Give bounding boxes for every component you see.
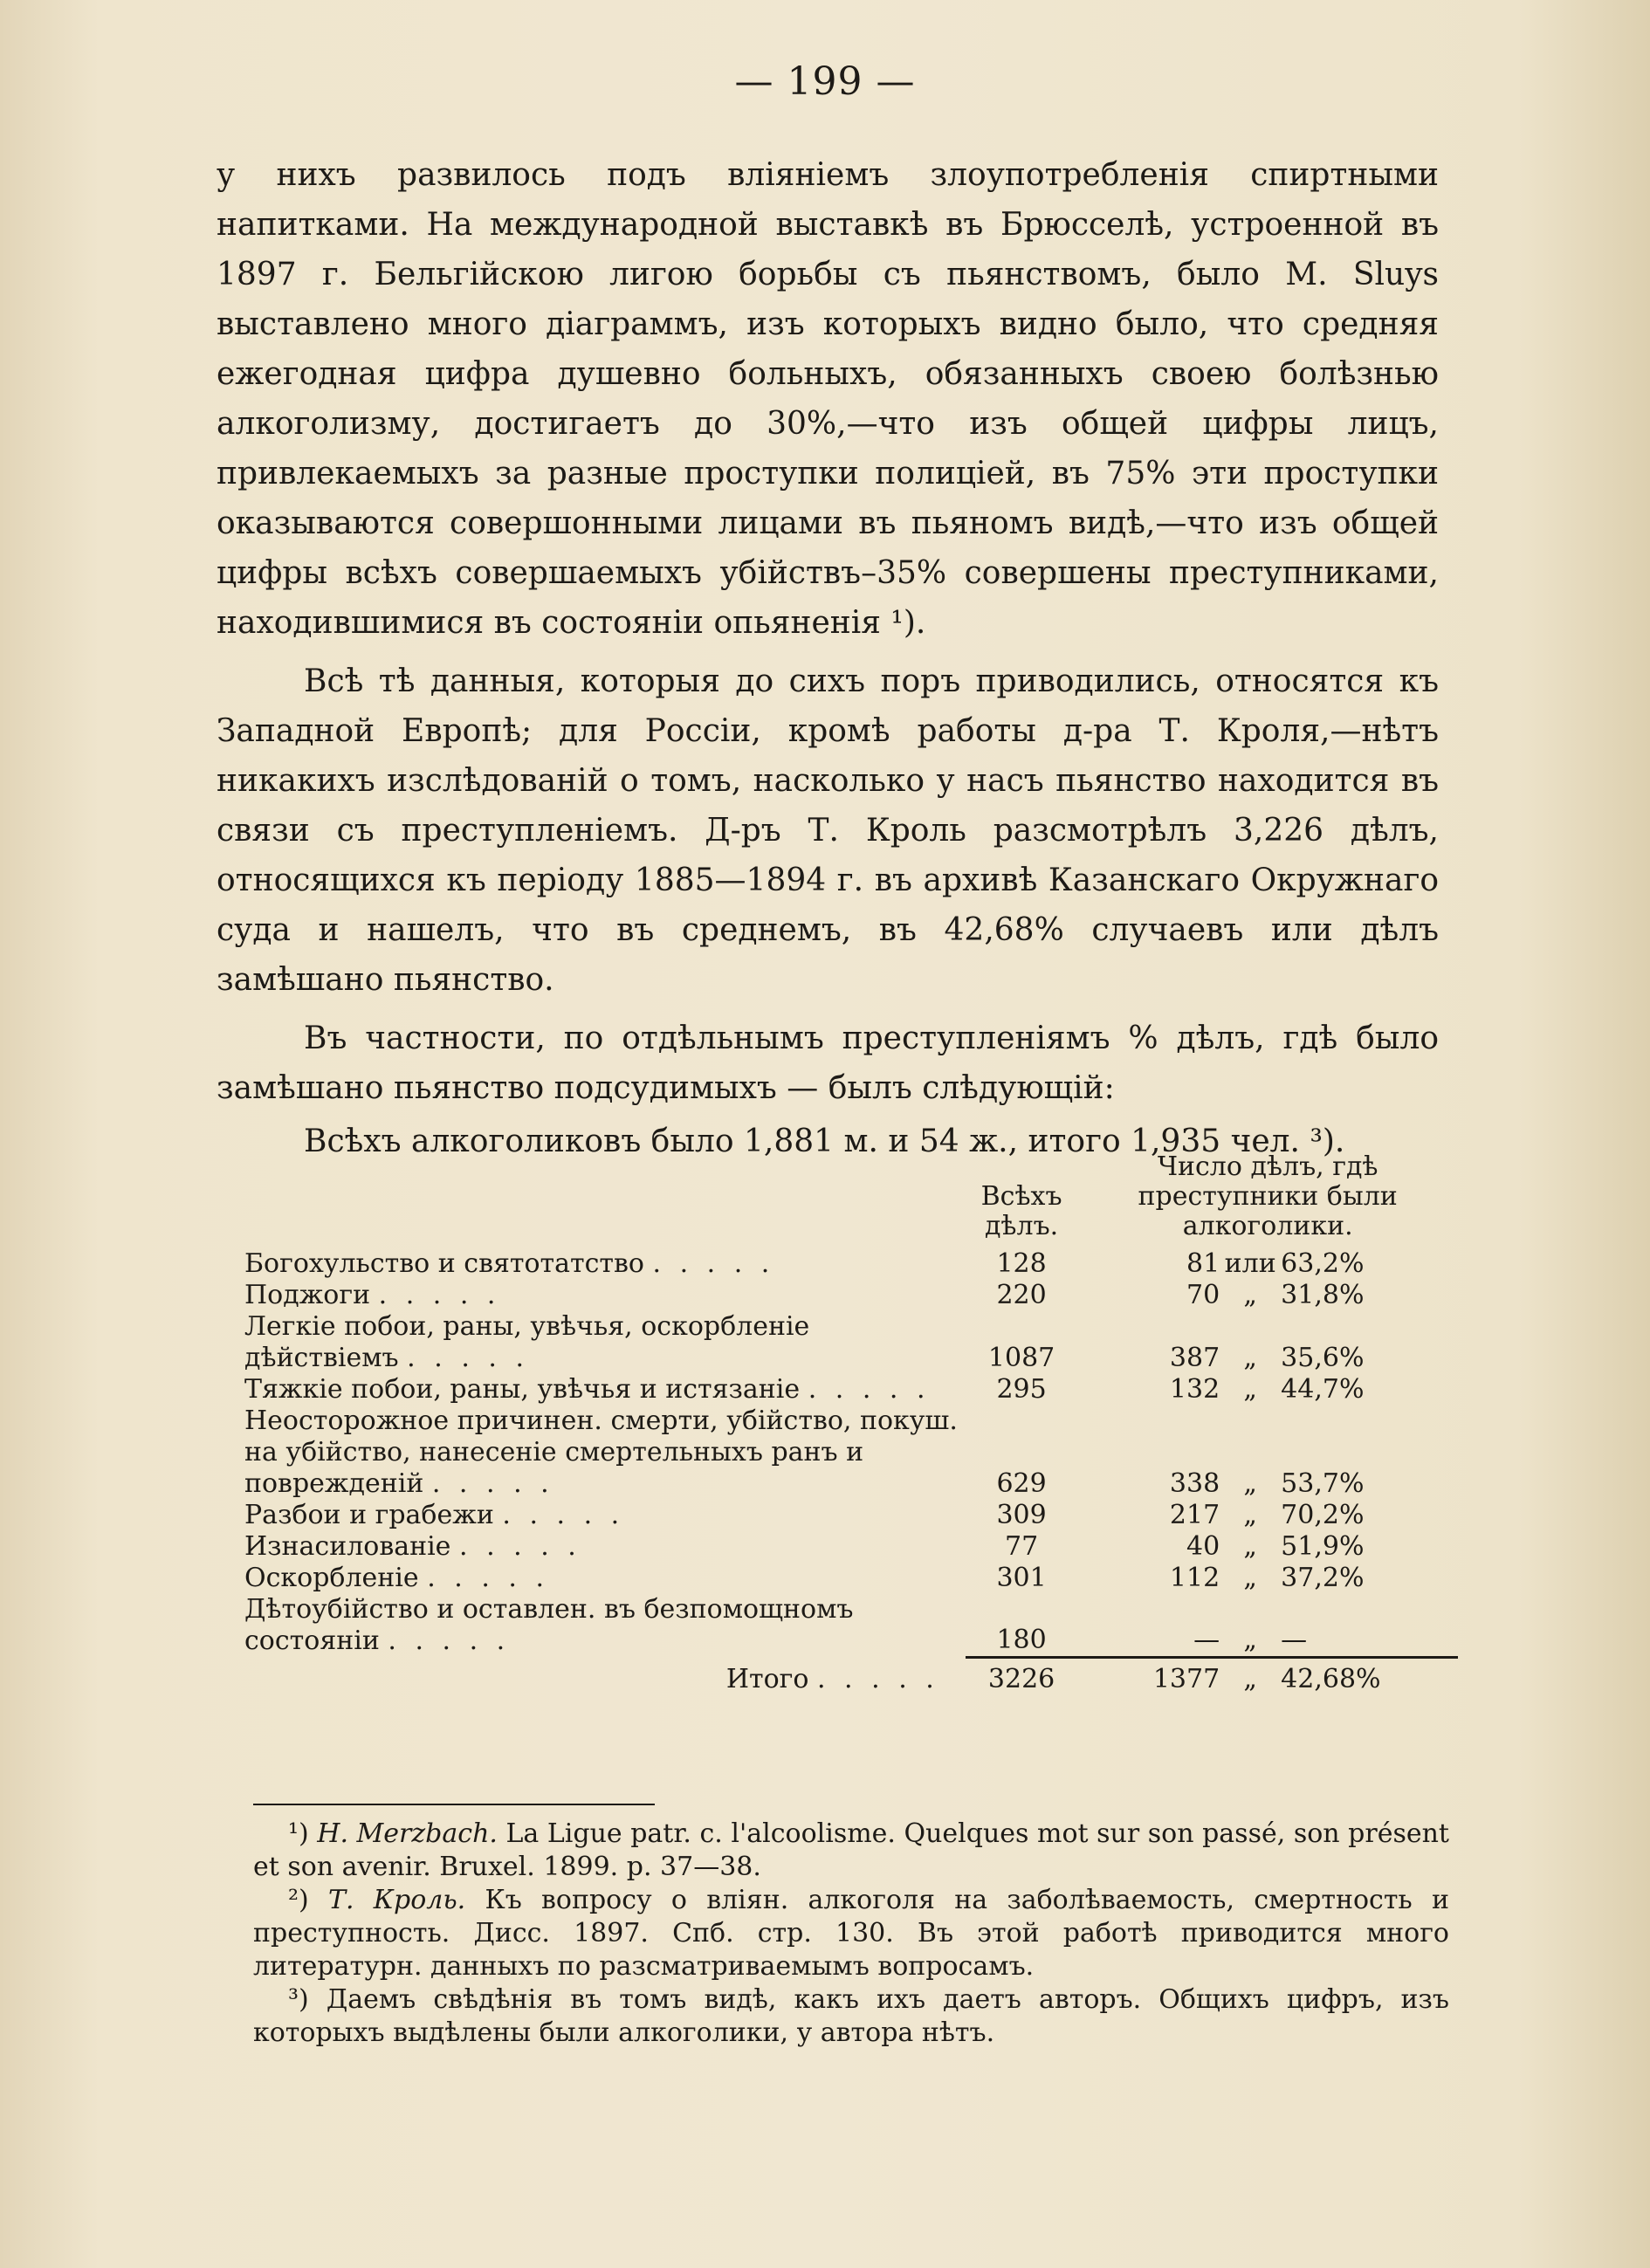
dot-leader: . . . . . (378, 1280, 501, 1310)
alcoholic-cases (1077, 1248, 1458, 1280)
crime-label: Итого (725, 1663, 809, 1694)
total-cases (966, 1531, 1078, 1563)
footnote-mark: ²) (288, 1885, 309, 1915)
footnote-1 (253, 1818, 1449, 1884)
alcoholic-cases (1077, 1405, 1458, 1500)
footnote-2 (253, 1884, 1449, 1983)
total-value: 180 (996, 1624, 1047, 1655)
alcoholic-percent: 53,7% (1281, 1468, 1365, 1499)
separator: „ (1243, 1343, 1257, 1373)
alcoholic-cases (1077, 1311, 1458, 1374)
table-row (244, 1563, 1458, 1594)
alcoholic-cases (1077, 1500, 1458, 1531)
crime-table (244, 1152, 1458, 1695)
crime-label: Поджоги (244, 1280, 371, 1310)
table-row (244, 1594, 1458, 1657)
alcoholic-count: 387 (1169, 1343, 1220, 1373)
alcoholic-percent: 51,9% (1281, 1531, 1365, 1562)
crime-name (244, 1657, 966, 1695)
alcoholic-count: 338 (1169, 1468, 1220, 1499)
dot-leader: . . . . . (459, 1531, 581, 1562)
total-value: 629 (996, 1468, 1047, 1499)
total-value: 3226 (987, 1663, 1055, 1694)
page-number: — 199 — (734, 59, 916, 104)
separator: „ (1243, 1468, 1257, 1499)
total-cases (966, 1500, 1078, 1531)
alcoholic-percent: 42,68% (1281, 1663, 1381, 1694)
total-value: 77 (1004, 1531, 1039, 1562)
separator: или (1224, 1248, 1276, 1279)
dot-leader: . . . . . (502, 1500, 625, 1530)
crime-name (244, 1594, 966, 1657)
alcoholic-cases (1077, 1531, 1458, 1563)
table-row (244, 1280, 1458, 1311)
header-alcoholics: Число дѣлъ, гдѣ преступники были алкоголики. (1138, 1151, 1398, 1241)
crime-label: Дѣтоубійство и оставлен. въ безпомощномъ состояніи (244, 1594, 854, 1656)
separator: „ (1243, 1563, 1257, 1593)
header-crime (244, 1152, 966, 1248)
footnote-mark: ³) (288, 1984, 309, 2015)
footnote-rule (253, 1804, 655, 1805)
crime-name (244, 1311, 966, 1374)
alcoholic-cases (1077, 1280, 1458, 1311)
separator: „ (1243, 1663, 1257, 1694)
total-cases (966, 1594, 1078, 1657)
crime-label: Легкіе побои, раны, увѣчья, оскорбленіе дѣйствіемъ (244, 1311, 810, 1373)
alcoholic-count: 81 (1186, 1248, 1220, 1279)
table-row (244, 1405, 1458, 1500)
dot-leader: . . . . . (431, 1468, 554, 1499)
footnotes (253, 1818, 1449, 2050)
dot-leader: . . . . . (427, 1563, 550, 1593)
footnote-3 (253, 1983, 1449, 2050)
footnote-text: Даемъ свѣдѣнія въ томъ видѣ, какъ ихъ даетъ авторъ. Общихъ цифръ, изъ которыхъ выдѣлены были алкоголики, у автора нѣтъ. (253, 1984, 1449, 2048)
crime-name (244, 1500, 966, 1531)
header-total: Всѣхъ дѣлъ. (980, 1181, 1062, 1241)
crime-table-grid (244, 1152, 1458, 1695)
alcoholic-count: 217 (1169, 1500, 1220, 1530)
crime-label: Изнасилованіе (244, 1531, 451, 1562)
table-total-row (244, 1657, 1458, 1695)
alcoholic-count: 1377 (1152, 1663, 1220, 1694)
dot-leader: . . . . . (808, 1374, 931, 1405)
dot-leader: . . . . . (816, 1663, 939, 1694)
table-row (244, 1374, 1458, 1405)
crime-label: Тяжкіе побои, раны, увѣчья и истязаніе (244, 1374, 801, 1405)
alcoholic-cases (1077, 1563, 1458, 1594)
total-cases (966, 1311, 1078, 1374)
total-value: 295 (996, 1374, 1047, 1405)
table-row (244, 1500, 1458, 1531)
separator: „ (1243, 1531, 1257, 1562)
crime-name (244, 1280, 966, 1311)
footnote-text: La Ligue patr. c. l'alcoolisme. Quelques mot sur son passé, son présent et son avenir. Bruxel. 1899. p. 37—38. (253, 1818, 1449, 1882)
dot-leader: . . . . . (388, 1625, 511, 1656)
crime-name (244, 1531, 966, 1563)
separator: „ (1243, 1374, 1257, 1405)
alcoholic-cases (1077, 1594, 1458, 1657)
crime-label: Оскорбленіе (244, 1563, 419, 1593)
crime-label: Богохульство и святотатство (244, 1248, 644, 1279)
total-cases (966, 1374, 1078, 1405)
separator: „ (1243, 1624, 1257, 1655)
paragraph-2: Всѣ тѣ данныя, которыя до сихъ поръ приводились, относятся къ Западной Европѣ; для Россіи, кромѣ работы д-ра Т. Кроля,—нѣтъ никакихъ изслѣдованій о томъ, насколько у насъ пьянство находится въ связи съ преступленіемъ. Д-ръ Т. Кроль разсмотрѣлъ 3,226 дѣлъ, относящихся къ періоду 1885—1894 г. въ архивѣ Казанскаго Окружнаго суда и нашелъ, что въ среднемъ, въ 42,68% случаевъ или дѣлъ замѣшано пьянство. (217, 663, 1439, 998)
crime-label: Неосторожное причинен. смерти, убійство, покуш. на убійство, нанесеніе смертельныхъ ранъ и поврежденій (244, 1405, 958, 1499)
separator: „ (1243, 1500, 1257, 1530)
footnote-author: H. Merzbach. (317, 1818, 498, 1849)
alcoholic-percent: 31,8% (1281, 1280, 1365, 1310)
footnote-text: Къ вопросу о вліян. алкоголя на заболѣваемость, смертность и преступность. Дисс. 1897. Спб. стр. 130. Въ этой работѣ приводится много литературн. данныхъ по разсматриваемымъ вопросамъ. (253, 1885, 1450, 1982)
alcoholic-count: 40 (1186, 1531, 1220, 1562)
alcoholic-percent: 37,2% (1281, 1563, 1365, 1593)
crime-name (244, 1248, 966, 1280)
table-row (244, 1311, 1458, 1374)
dot-leader: . . . . . (407, 1343, 529, 1373)
total-value: 220 (996, 1280, 1047, 1310)
alcoholic-count: 112 (1169, 1563, 1220, 1593)
alcoholic-percent: — (1281, 1624, 1308, 1655)
crime-name (244, 1405, 966, 1500)
table-header-row (244, 1152, 1458, 1248)
crime-name (244, 1563, 966, 1594)
alcoholic-cases (1077, 1374, 1458, 1405)
crime-label: Разбои и грабежи (244, 1500, 494, 1530)
total-cases (966, 1248, 1078, 1280)
alcoholic-cases (1077, 1657, 1458, 1695)
alcoholic-count: 132 (1169, 1374, 1220, 1405)
footnote-author: Т. Кроль. (327, 1885, 466, 1915)
paragraph-1: у нихъ развилось подъ вліяніемъ злоупотребленія спиртными напитками. На международной выставкѣ въ Брюсселѣ, устроенной въ 1897 г. Бельгійскою лигою борьбы съ пьянствомъ, было М. Sluys выставлено много діаграммъ, изъ которыхъ видно было, что средняя ежегодная цифра душевно больныхъ, обязанныхъ своею болѣзнью алкоголизму, достигаетъ до 30%,—что изъ общей цифры лицъ, привлекаемыхъ за разные проступки полиціей, въ 75% эти проступки оказываются совершонными лицами въ пьяномъ видѣ,—что изъ общей цифры всѣхъ совершаемыхъ убійствъ–35% совершены преступниками, находившимися въ состояніи опьяненія ¹). (217, 157, 1439, 641)
footnote-mark: ¹) (288, 1818, 309, 1849)
alcoholic-count: — (1193, 1624, 1220, 1655)
alcoholic-percent: 63,2% (1281, 1248, 1365, 1279)
total-value: 1087 (987, 1343, 1055, 1373)
alcoholic-percent: 35,6% (1281, 1343, 1365, 1373)
paragraph-3: Въ частности, по отдѣльнымъ преступленіямъ % дѣлъ, гдѣ было замѣшано пьянство подсудимыхъ — былъ слѣдующій: (217, 1021, 1439, 1106)
total-value: 309 (996, 1500, 1047, 1530)
dot-leader: . . . . . (652, 1248, 775, 1279)
body-text (217, 150, 1439, 1166)
alcoholic-percent: 44,7% (1281, 1374, 1365, 1405)
paragraph-4: Всѣхъ алкоголиковъ было 1,881 м. и 54 ж., итого 1,935 чел. ³). (304, 1124, 1345, 1159)
separator: „ (1243, 1280, 1257, 1310)
total-value: 128 (996, 1248, 1047, 1279)
table-body (244, 1248, 1458, 1695)
total-value: 301 (996, 1563, 1047, 1593)
alcoholic-count: 70 (1186, 1280, 1220, 1310)
table-row (244, 1248, 1458, 1280)
total-cases (966, 1563, 1078, 1594)
total-cases (966, 1280, 1078, 1311)
total-cases (966, 1405, 1078, 1500)
alcoholic-percent: 70,2% (1281, 1500, 1365, 1530)
total-cases (966, 1657, 1078, 1695)
crime-name (244, 1374, 966, 1405)
table-row (244, 1531, 1458, 1563)
